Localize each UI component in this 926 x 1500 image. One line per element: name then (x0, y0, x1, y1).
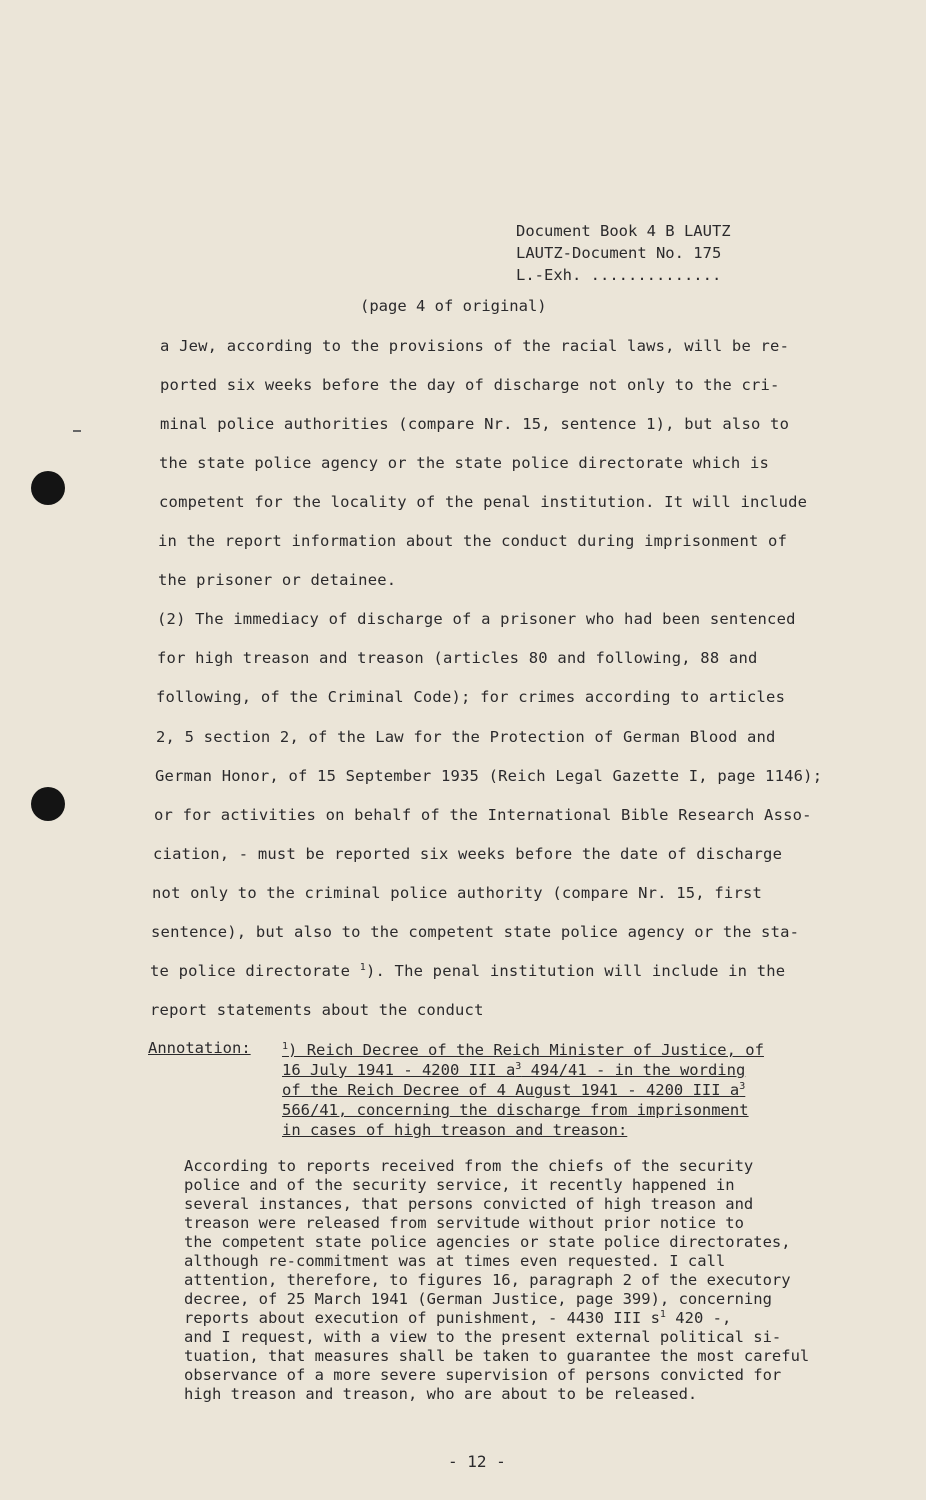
annotation-line (282, 1060, 745, 1080)
quote-text: reports about execution of punishment, - 4430 III s (184, 1309, 660, 1327)
body-line: German Honor, of 15 September 1935 (Reich Legal Gazette I, page 1146); (155, 767, 823, 785)
footnote-marker: 1 (359, 962, 366, 973)
body-line-footnote-ref (150, 962, 785, 980)
annotation-text: ) Reich Decree of the Reich Minister of Justice, of (288, 1041, 764, 1059)
body-line: a Jew, according to the provisions of the racial laws, will be re- (160, 337, 790, 355)
quote-line: decree, of 25 March 1941 (German Justice, page 399), concerning (184, 1290, 772, 1308)
body-line: competent for the locality of the penal institution. It will include (159, 493, 808, 511)
quote-line: treason were released from servitude without prior notice to (184, 1214, 744, 1232)
margin-mark (73, 430, 81, 432)
body-line: 2, 5 section 2, of the Law for the Protection of German Blood and (156, 728, 776, 746)
annotation-line (282, 1080, 745, 1100)
superscript: 1 (659, 1309, 666, 1320)
body-line: following, of the Criminal Code); for crimes according to articles (156, 688, 786, 706)
body-line: the state police agency or the state police directorate which is (159, 454, 770, 472)
body-line: in the report information about the conduct during imprisonment of (158, 532, 788, 550)
annotation-label: Annotation: (148, 1039, 251, 1057)
superscript: 3 (515, 1061, 522, 1072)
quote-line: several instances, that persons convicted of high treason and (184, 1195, 754, 1213)
quote-line: the competent state police agencies or state police directorates, (184, 1233, 791, 1251)
quote-line (184, 1309, 731, 1328)
punch-hole-upper (31, 471, 65, 505)
page-number: - 12 - (448, 1452, 506, 1471)
superscript: 3 (739, 1081, 746, 1092)
body-line: ported six weeks before the day of discharge not only to the cri- (160, 376, 780, 394)
annotation-line (282, 1040, 764, 1060)
body-line: minal police authorities (compare Nr. 15, sentence 1), but also to (160, 415, 790, 433)
annotation-text: 494/41 - in the wording (521, 1061, 746, 1079)
quote-line: attention, therefore, to figures 16, paragraph 2 of the executory (184, 1271, 791, 1289)
body-line: (2) The immediacy of discharge of a prisoner who had been sentenced (157, 610, 796, 628)
body-line: sentence), but also to the competent state police agency or the sta- (151, 923, 800, 941)
quote-line: According to reports received from the chiefs of the security (184, 1157, 754, 1175)
quote-text: 420 -, (665, 1309, 732, 1327)
quote-line: tuation, that measures shall be taken to guarantee the most careful (184, 1347, 810, 1365)
quote-line: police and of the security service, it recently happened in (184, 1176, 735, 1194)
quote-line: and I request, with a view to the present external political si- (184, 1328, 782, 1346)
annotation-line: in cases of high treason and treason: (282, 1121, 628, 1139)
punch-hole-lower (31, 787, 65, 821)
annotation-text: of the Reich Decree of 4 August 1941 - 4200 III a (282, 1081, 740, 1099)
annotation-line: 566/41, concerning the discharge from imprisonment (282, 1101, 749, 1119)
annotation-text: 16 July 1941 - 4200 III a (282, 1061, 516, 1079)
quote-line: high treason and treason, who are about to be released. (184, 1385, 698, 1403)
footnote-number: 1 (282, 1041, 289, 1052)
body-line: not only to the criminal police authority (compare Nr. 15, first (152, 884, 763, 902)
header-line-exhibit: L.-Exh. .............. (516, 266, 722, 284)
body-line: report statements about the conduct (150, 1001, 484, 1019)
body-line-text: te police directorate (150, 962, 360, 980)
body-line: ciation, - must be reported six weeks before the date of discharge (153, 845, 783, 863)
body-line-tail: ). The penal institution will include in the (365, 962, 786, 980)
original-page-reference: (page 4 of original) (360, 297, 547, 315)
quote-line: although re-commitment was at times even requested. I call (184, 1252, 726, 1270)
body-line: or for activities on behalf of the International Bible Research Asso- (154, 806, 812, 824)
body-line: the prisoner or detainee. (158, 571, 397, 589)
header-line-book: Document Book 4 B LAUTZ (516, 222, 731, 240)
document-header (516, 220, 731, 286)
header-line-doc-no: LAUTZ-Document No. 175 (516, 244, 722, 262)
body-line: for high treason and treason (articles 80 and following, 88 and (157, 649, 758, 667)
quote-line: observance of a more severe supervision of persons convicted for (184, 1366, 782, 1384)
